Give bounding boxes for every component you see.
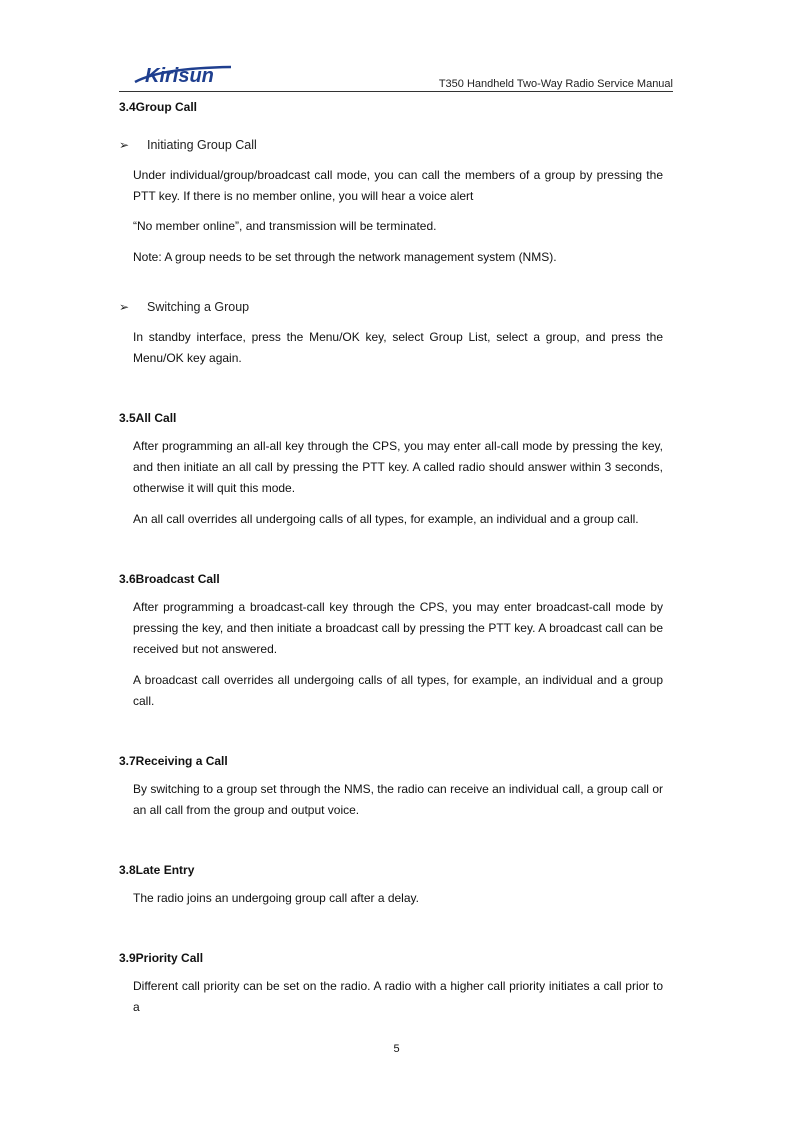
section-title-3-8: 3.8Late Entry	[119, 863, 195, 877]
paragraph: “No member online”, and transmission will be terminated.	[133, 219, 437, 233]
note-paragraph: Note: A group needs to be set through the network management system (NMS).	[133, 250, 557, 264]
section-title-3-5: 3.5All Call	[119, 411, 177, 425]
arrow-bullet-icon: ➢	[119, 138, 130, 152]
section-title-3-6: 3.6Broadcast Call	[119, 572, 220, 586]
section-title-3-7: 3.7Receiving a Call	[119, 754, 228, 768]
bullet-label: Initiating Group Call	[147, 138, 257, 152]
section-title-3-4: 3.4Group Call	[119, 100, 198, 114]
paragraph: After programming a broadcast-call key through the CPS, you may enter broadcast-call mode by pressing the key, and then initiate a broadcast call by pressing the PTT key. A broadcast call can be received but not answered.	[133, 600, 663, 656]
paragraph: By switching to a group set through the NMS, the radio can receive an individual call, a group call or an all call from the group and output voice.	[133, 782, 663, 817]
page-content	[119, 99, 663, 1018]
paragraph: Under individual/group/broadcast call mode, you can call the members of a group by pressing the PTT key. If there is no member online, you will hear a voice alert	[133, 168, 663, 203]
paragraph: The radio joins an undergoing group call after a delay.	[133, 891, 419, 905]
kirisun-logo	[131, 62, 243, 88]
paragraph: An all call overrides all undergoing calls of all types, for example, an individual and a group call.	[133, 512, 639, 526]
page-number: 5	[393, 1043, 400, 1055]
header-divider	[119, 91, 673, 92]
section-title-3-9: 3.9Priority Call	[119, 951, 204, 965]
bullet-initiating-group-call	[119, 137, 663, 153]
paragraph: After programming an all-all key through the CPS, you may enter all-call mode by pressing the key, and then initiate an all call by pressing the PTT key. A called radio should answer within 3 seconds, otherwise it will quit this mode.	[133, 439, 663, 495]
bullet-label: Switching a Group	[147, 300, 250, 314]
paragraph: A broadcast call overrides all undergoing calls of all types, for example, an individual and a group call.	[133, 673, 663, 708]
page-header	[119, 58, 673, 92]
paragraph: In standby interface, press the Menu/OK key, select Group List, select a group, and press the Menu/OK key again.	[133, 330, 663, 365]
logo-text: Kirisun	[145, 65, 214, 87]
manual-title: T350 Handheld Two-Way Radio Service Manual	[438, 78, 673, 90]
paragraph: Different call priority can be set on the radio. A radio with a higher call priority initiates a call prior to a	[133, 979, 663, 1014]
arrow-bullet-icon: ➢	[119, 300, 130, 314]
bullet-switching-group	[119, 299, 663, 315]
